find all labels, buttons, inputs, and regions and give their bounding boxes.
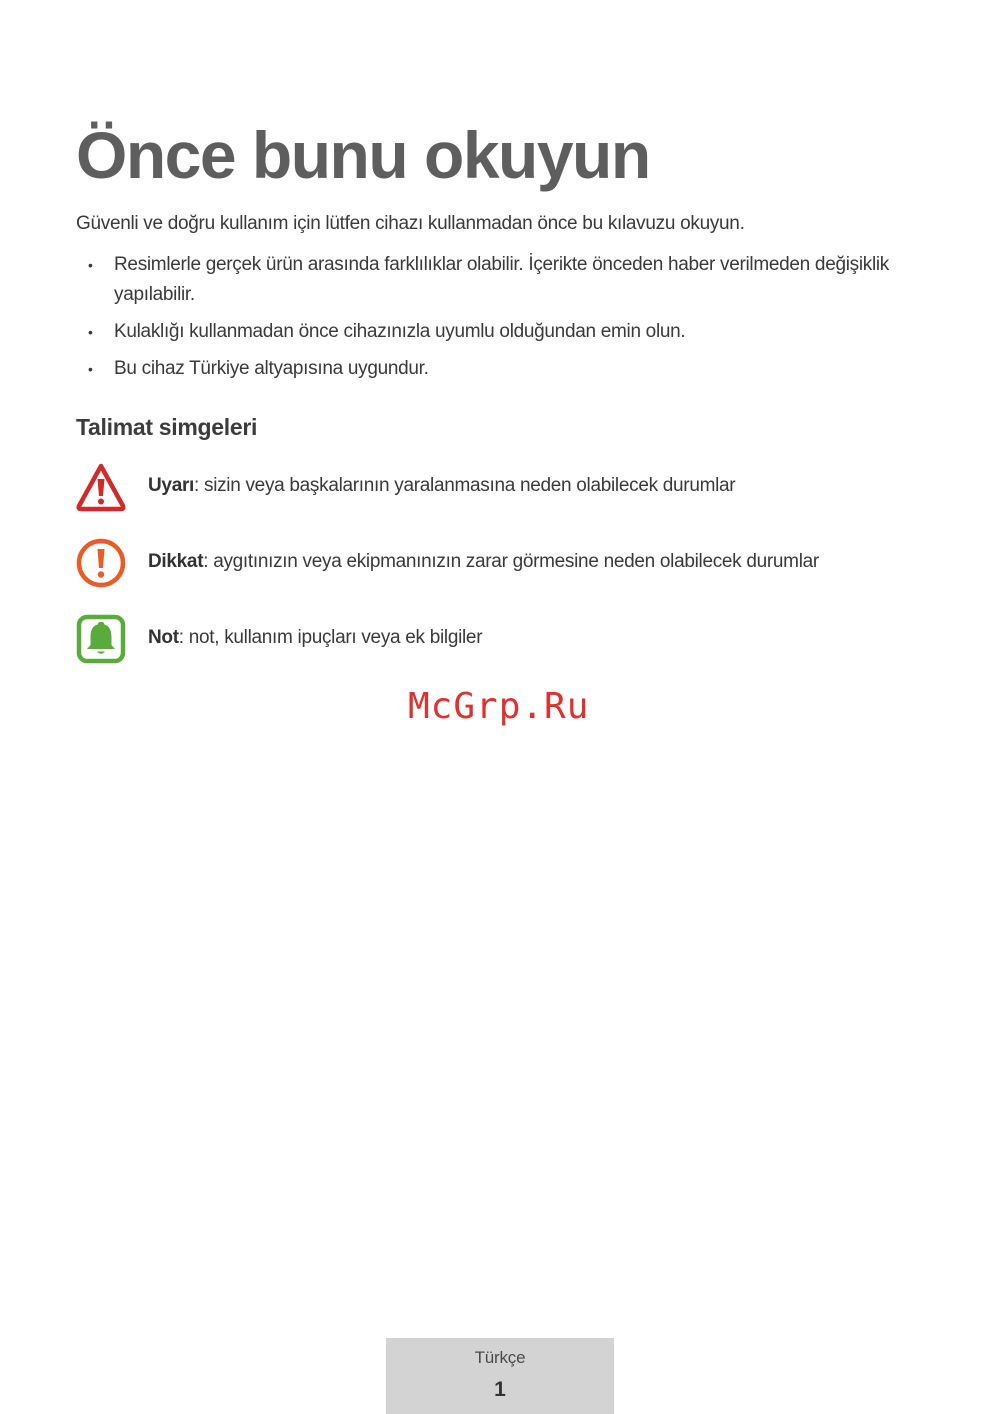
intro-text: Güvenli ve doğru kullanım için lütfen cihazı kullanmadan önce bu kılavuzu okuyun. (76, 213, 745, 234)
caution-circle-icon (76, 538, 126, 588)
page-number: 1 (494, 1378, 506, 1401)
page-title: Önce bunu okuyun (76, 118, 650, 192)
symbol-term: Dikkat (148, 551, 204, 572)
symbol-row-warning (76, 462, 936, 512)
bullet-list (76, 250, 916, 391)
symbol-row-caution (76, 538, 936, 588)
symbol-text: : not, kullanım ipuçları veya ek bilgiler (178, 627, 483, 648)
warning-triangle-icon (76, 462, 126, 512)
list-item: • Resimlerle gerçek ürün arasında farklılıklar olabilir. İçerikte önceden haber verilmeden değişiklik yapılabilir. (88, 254, 890, 305)
bell-note-icon (76, 614, 126, 664)
symbol-description (148, 624, 482, 652)
footer-language: Türkçe (474, 1348, 526, 1367)
list-item-text: Resimlerle gerçek ürün arasında farklılıklar olabilir. İçerikte önceden haber verilmeden değişiklik yapılabilir. (114, 254, 890, 305)
symbol-term: Uyarı (148, 475, 195, 496)
symbol-text: : aygıtınızın veya ekipmanınızın zarar görmesine neden olabilecek durumlar (203, 551, 819, 572)
watermark: McGrp.Ru (408, 686, 590, 727)
list-item-text: Bu cihaz Türkiye altyapısına uygundur. (114, 358, 429, 379)
footer-tab (386, 1338, 614, 1414)
symbol-term: Not (148, 627, 179, 648)
symbol-text: : sizin veya başkalarının yaralanmasına neden olabilecek durumlar (194, 475, 736, 496)
symbol-description (148, 548, 819, 576)
list-item: • Kulaklığı kullanmadan önce cihazınızla uyumlu olduğundan emin olun. (88, 321, 686, 342)
symbol-row-note (76, 614, 936, 664)
section-heading: Talimat simgeleri (76, 414, 258, 440)
list-item-text: Kulaklığı kullanmadan önce cihazınızla uyumlu olduğundan emin olun. (114, 321, 686, 342)
symbol-description (148, 472, 735, 500)
list-item: • Bu cihaz Türkiye altyapısına uygundur. (88, 358, 429, 379)
